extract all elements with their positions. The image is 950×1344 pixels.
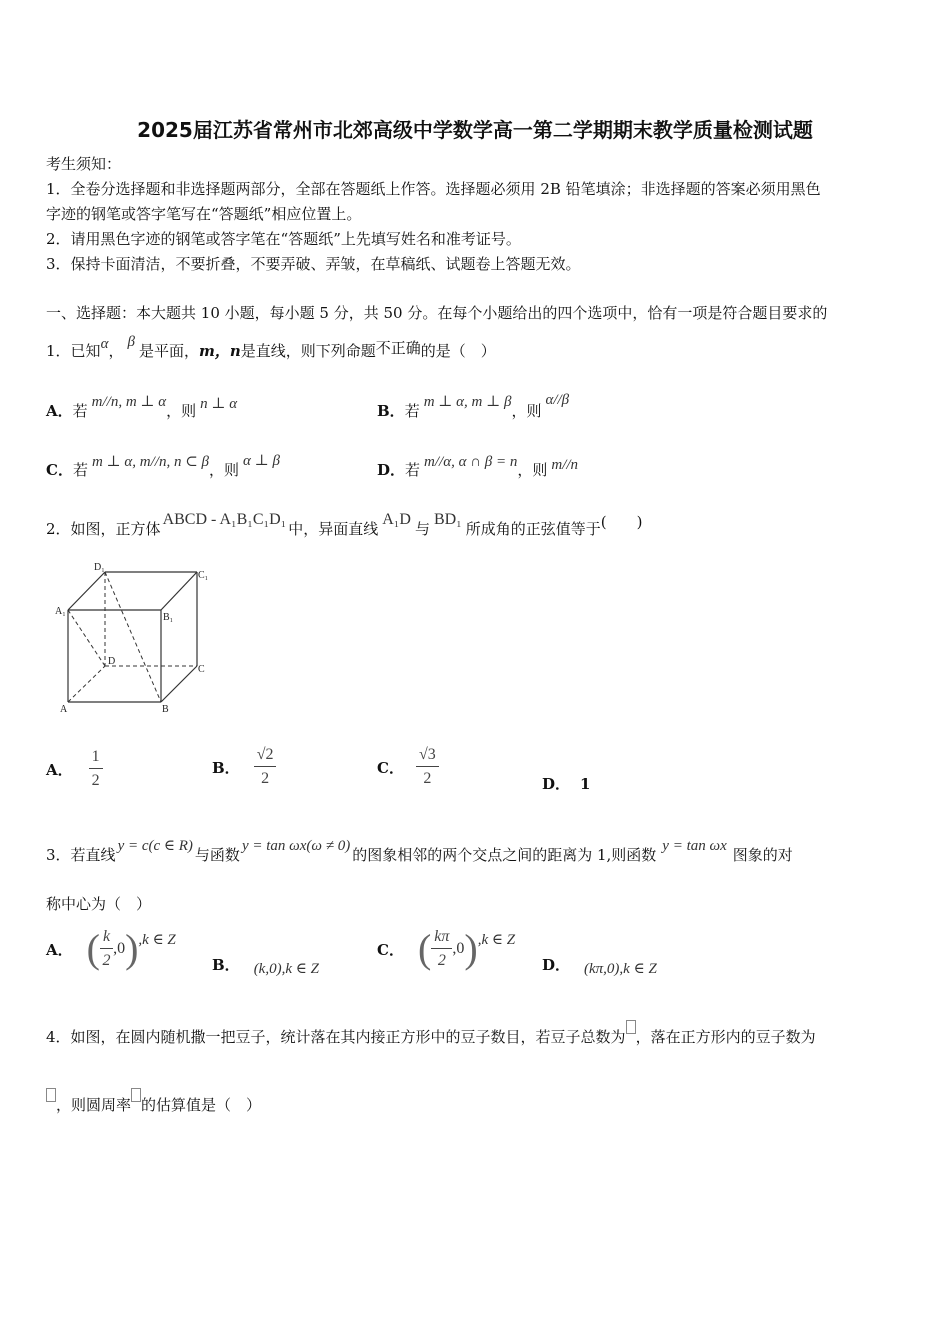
- q2-line-a1d: A₁D: [382, 511, 411, 528]
- question-1-stem: [46, 334, 496, 361]
- notice-line-1a: 1．全卷分选择题和非选择题两部分，全部在答题纸上作答。选择题必须用 2B 铅笔填涂；非选择题的答案必须用黑色: [46, 180, 821, 198]
- label-b1: B₁: [163, 612, 174, 623]
- label-a1: A₁: [55, 606, 66, 617]
- question-3-stem: 3．若直线 y = c(c ∈ R) 与函数 y = tan ωx(ω ≠ 0) 的图象相邻的两个交点之间的距离为 1,则函数 y = tan ωx 图象的对: [46, 838, 793, 864]
- q2-line-bd1: BD₁: [433, 511, 462, 528]
- q3-eq-tan-2: y = tan ωx: [662, 838, 727, 854]
- notice-line-1b: 字迹的钢笔或答字笔写在“答题纸”相应位置上。: [46, 205, 362, 223]
- label-d: D: [108, 656, 116, 667]
- q1-option-b[interactable]: B．若 m ⊥ α, m ⊥ β，则α//β: [377, 392, 570, 420]
- q1-alpha: α: [100, 336, 109, 352]
- q3-eq-line: y = c(c ∈ R): [117, 838, 193, 854]
- notice-line-3: 3．保持卡面清洁，不要折叠，不要弄破、弄皱，在草稿纸、试题卷上答题无效。: [46, 255, 581, 273]
- label-d1: D₁: [94, 562, 105, 573]
- q2-option-d[interactable]: D． 1: [542, 775, 591, 793]
- q1-option-a[interactable]: A．若 m//n, m ⊥ α，则 n ⊥ α: [46, 394, 238, 420]
- notice-heading: 考生须知：: [46, 155, 122, 173]
- q2-cube: ABCD - A₁B₁C₁D₁: [162, 511, 287, 528]
- q1-text-5: 的是（ ）: [420, 342, 496, 360]
- q1-option-d[interactable]: D．若 m//α, α ∩ β = n，则 m//n: [377, 454, 579, 479]
- q1-a-cond: m//n, m ⊥ α: [91, 394, 167, 410]
- q1-comma: ，: [108, 342, 124, 360]
- q1-c-cond: m ⊥ α, m//n, n ⊂ β: [91, 454, 209, 470]
- missing-glyph-n: [626, 1020, 636, 1034]
- missing-glyph-pi: [131, 1088, 141, 1102]
- question-4-stem-cont: ，则圆周率 的估算值是（ ）: [46, 1094, 261, 1115]
- q3-stem-cont: 称中心为（ ）: [46, 895, 152, 913]
- question-4-stem: 4．如图，在圆内随机撒一把豆子，统计落在其内接正方形中的豆子数目，若豆子总数为 ，落在正方形内的豆子数为: [46, 1026, 816, 1047]
- label-b: B: [162, 704, 169, 715]
- q1-c-res: α ⊥ β: [243, 453, 280, 469]
- label-a: A: [60, 704, 68, 715]
- q3-option-a[interactable]: A． ( $\frac{k}{2}$ ,0 ) ,k ∈ Z: [46, 926, 176, 971]
- q3-option-d[interactable]: D． (kπ,0),k ∈ Z: [542, 956, 657, 977]
- missing-glyph-m: [46, 1088, 56, 1102]
- q1-text-2: 是平面，: [138, 342, 199, 360]
- label-c: C: [198, 664, 205, 675]
- edge-b1c1: [161, 572, 197, 610]
- q2-option-b[interactable]: B． $\frac{√2}{2}$: [212, 746, 276, 788]
- page-title: 2025届江苏省常州市北郊高级中学数学高一第二学期期末教学质量检测试题: [137, 118, 813, 142]
- q1-mn: m，n: [198, 342, 241, 360]
- q1-text-4: 不正确: [375, 339, 421, 357]
- edge-bc: [161, 666, 197, 702]
- line-bd1: [105, 572, 161, 702]
- q2-b-frac: $\frac{√2}{2}$: [254, 746, 277, 788]
- q1-d-cond: m//α, α ∩ β = n: [424, 454, 518, 470]
- q2-a-frac: $\frac{1}{2}$: [89, 748, 103, 790]
- q1-d-res: m//n: [551, 457, 579, 473]
- question-2-stem: 2．如图，正方体ABCD - A₁B₁C₁D₁中，异面直线A₁D与BD₁所成角的正弦值等于( ): [46, 511, 643, 538]
- edge-ad: [68, 666, 105, 702]
- q1-text-3: 是直线，则下列命题: [240, 342, 376, 360]
- cube-figure: [50, 556, 215, 716]
- q1-option-c[interactable]: C．若 m ⊥ α, m//n, n ⊂ β，则 α ⊥ β: [46, 453, 280, 479]
- line-a1d: [68, 610, 105, 666]
- q2-c-frac: $\frac{√3}{2}$: [416, 746, 439, 788]
- label-c1: C₁: [198, 570, 209, 581]
- q2-option-c[interactable]: C． $\frac{√3}{2}$: [377, 746, 439, 788]
- edge-a1d1: [68, 572, 105, 610]
- q3-eq-tan: y = tan ωx(ω ≠ 0): [241, 838, 351, 854]
- q3-option-c[interactable]: C． ( $\frac{k\pi}{2}$ ,0 ) ,k ∈ Z: [377, 926, 516, 971]
- q1-b-cond: m ⊥ α, m ⊥ β: [423, 394, 512, 410]
- q3-option-b[interactable]: B． (k,0),k ∈ Z: [212, 956, 319, 977]
- q1-num: 1．: [46, 342, 71, 360]
- q2-option-a[interactable]: A． $\frac{1}{2}$: [46, 748, 103, 790]
- notice-line-2: 2．请用黑色字迹的钢笔或答字笔在“答题纸”上先填写姓名和准考证号。: [46, 230, 521, 248]
- q1-b-res: α//β: [545, 392, 570, 408]
- q1-beta: β: [127, 334, 135, 350]
- q1-text-1: 已知: [70, 342, 101, 360]
- q1-a-res: n ⊥ α: [200, 396, 238, 412]
- section-heading: 一、选择题：本大题共 10 小题，每小题 5 分，共 50 分。在每个小题给出的四个选项中，恰有一项是符合题目要求的: [46, 304, 828, 322]
